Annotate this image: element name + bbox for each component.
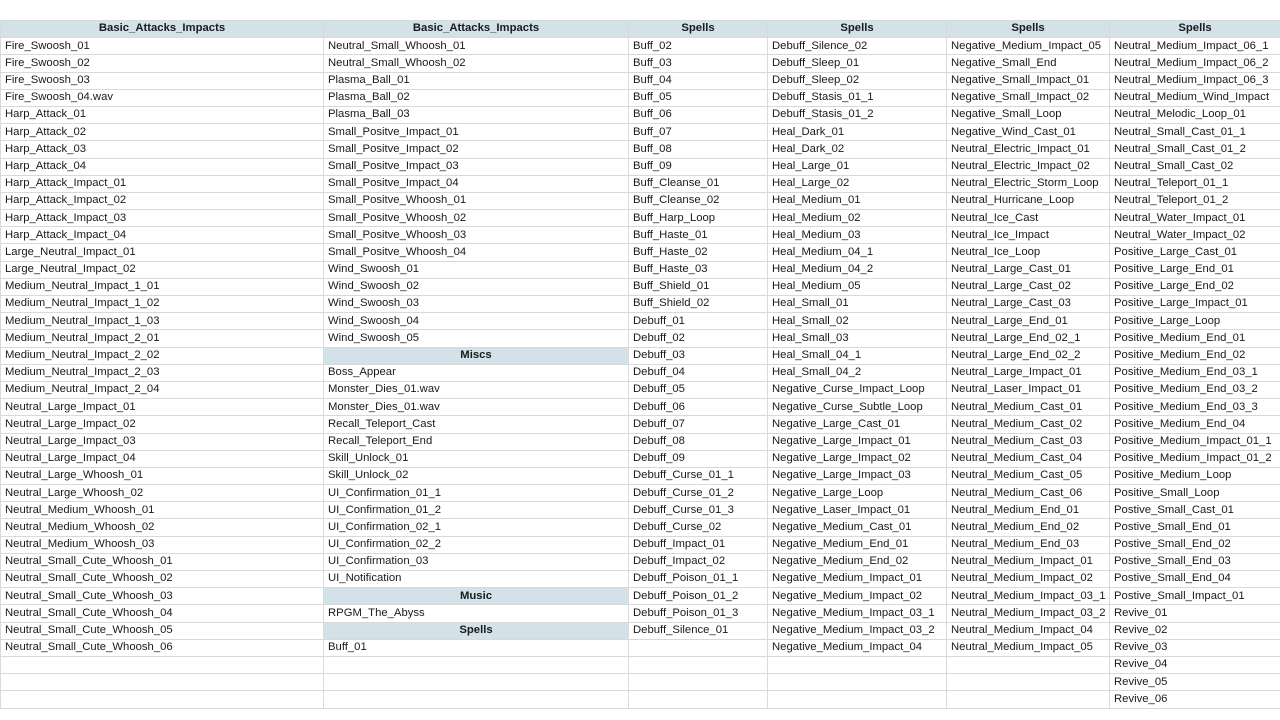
table-cell[interactable]: Neutral_Large_Cast_03 bbox=[947, 296, 1110, 313]
table-cell[interactable]: Negative_Large_Cast_01 bbox=[768, 416, 947, 433]
table-cell[interactable]: Negative_Medium_Cast_01 bbox=[768, 519, 947, 536]
table-row bbox=[1, 416, 1280, 433]
table-cell[interactable]: Debuff_Stasis_01_2 bbox=[768, 106, 947, 123]
table-cell[interactable]: Neutral_Medium_Whoosh_01 bbox=[1, 502, 324, 519]
table-cell[interactable]: Medium_Neutral_Impact_1_03 bbox=[1, 313, 324, 330]
table-cell[interactable]: Negative_Medium_End_02 bbox=[768, 553, 947, 570]
table-row bbox=[1, 674, 1280, 691]
table-cell[interactable]: Buff_02 bbox=[629, 38, 768, 55]
table-cell[interactable]: Debuff_03 bbox=[629, 347, 768, 364]
table-cell[interactable]: Positive_Small_Loop bbox=[1110, 485, 1280, 502]
table-cell[interactable]: Large_Neutral_Impact_01 bbox=[1, 244, 324, 261]
table-cell[interactable]: Medium_Neutral_Impact_1_01 bbox=[1, 278, 324, 295]
table-cell[interactable]: Neutral_Medium_Impact_06_2 bbox=[1110, 55, 1280, 72]
table-cell[interactable]: Neutral_Medium_Impact_05 bbox=[947, 639, 1110, 656]
table-row bbox=[1, 347, 1280, 364]
table-cell[interactable]: Postive_Small_Cast_01 bbox=[1110, 502, 1280, 519]
table-cell[interactable]: Negative_Medium_Impact_03_2 bbox=[768, 622, 947, 639]
table-cell[interactable]: Small_Positve_Whoosh_04 bbox=[324, 244, 629, 261]
table-cell[interactable]: Neutral_Medium_End_02 bbox=[947, 519, 1110, 536]
table-cell[interactable]: Neutral_Medium_Impact_03_2 bbox=[947, 605, 1110, 622]
table-cell[interactable] bbox=[1, 691, 324, 708]
table-cell[interactable]: Revive_04 bbox=[1110, 656, 1280, 673]
table-cell[interactable]: Buff_01 bbox=[324, 639, 629, 656]
table-cell[interactable]: Negative_Medium_End_01 bbox=[768, 536, 947, 553]
table-cell[interactable]: Neutral_Medium_Impact_01 bbox=[947, 553, 1110, 570]
table-cell[interactable]: Skill_Unlock_01 bbox=[324, 450, 629, 467]
table-row bbox=[1, 502, 1280, 519]
table-cell[interactable]: Harp_Attack_Impact_01 bbox=[1, 175, 324, 192]
table-row bbox=[1, 588, 1280, 605]
table-cell[interactable]: Neutral_Medium_Cast_05 bbox=[947, 467, 1110, 484]
table-row bbox=[1, 364, 1280, 381]
table-cell[interactable]: Revive_01 bbox=[1110, 605, 1280, 622]
table-cell[interactable] bbox=[324, 674, 629, 691]
table-cell[interactable]: Neutral_Medium_Impact_04 bbox=[947, 622, 1110, 639]
spreadsheet bbox=[0, 20, 1280, 720]
table-row bbox=[1, 38, 1280, 55]
column-header[interactable]: Basic_Attacks_Impacts bbox=[1, 21, 324, 38]
table-row bbox=[1, 571, 1280, 588]
table-cell[interactable] bbox=[768, 674, 947, 691]
table-row bbox=[1, 450, 1280, 467]
table-cell[interactable]: Negative_Large_Impact_01 bbox=[768, 433, 947, 450]
table-cell[interactable]: Neutral_Large_End_01 bbox=[947, 313, 1110, 330]
table-cell[interactable]: Neutral_Medium_Whoosh_02 bbox=[1, 519, 324, 536]
table-cell[interactable]: Negative_Curse_Subtle_Loop bbox=[768, 399, 947, 416]
table-cell[interactable]: Debuff_Curse_02 bbox=[629, 519, 768, 536]
table-cell[interactable]: Neutral_Medium_Impact_06_3 bbox=[1110, 72, 1280, 89]
table-cell[interactable]: Positive_Medium_Loop bbox=[1110, 467, 1280, 484]
table-cell[interactable] bbox=[324, 691, 629, 708]
table-cell[interactable]: Recall_Teleport_End bbox=[324, 433, 629, 450]
table-cell[interactable]: Harp_Attack_02 bbox=[1, 124, 324, 141]
table-row bbox=[1, 313, 1280, 330]
column-header[interactable]: Basic_Attacks_Impacts bbox=[324, 21, 629, 38]
table-cell[interactable]: Buff_08 bbox=[629, 141, 768, 158]
table-cell[interactable]: Wind_Swoosh_05 bbox=[324, 330, 629, 347]
table-cell[interactable]: Neutral_Large_Whoosh_01 bbox=[1, 467, 324, 484]
table-row bbox=[1, 622, 1280, 639]
table-cell[interactable]: Negative_Medium_Impact_04 bbox=[768, 639, 947, 656]
sheet-top-strip bbox=[0, 0, 1280, 20]
table-cell[interactable]: Harp_Attack_03 bbox=[1, 141, 324, 158]
table-cell[interactable]: Buff_04 bbox=[629, 72, 768, 89]
table-cell[interactable]: Postive_Small_Impact_01 bbox=[1110, 588, 1280, 605]
table-cell[interactable]: UI_Confirmation_01_2 bbox=[324, 502, 629, 519]
table-cell[interactable]: Neutral_Small_Cast_01_1 bbox=[1110, 124, 1280, 141]
table-cell[interactable]: Buff_03 bbox=[629, 55, 768, 72]
table-row bbox=[1, 433, 1280, 450]
table-cell[interactable]: Medium_Neutral_Impact_2_01 bbox=[1, 330, 324, 347]
table-cell[interactable]: Neutral_Small_Whoosh_02 bbox=[324, 55, 629, 72]
table-cell[interactable]: Neutral_Small_Cute_Whoosh_04 bbox=[1, 605, 324, 622]
table-cell[interactable]: Buff_Shield_01 bbox=[629, 278, 768, 295]
header-row bbox=[1, 21, 1280, 38]
table-cell[interactable]: Positive_Large_Cast_01 bbox=[1110, 244, 1280, 261]
table-cell[interactable]: Debuff_07 bbox=[629, 416, 768, 433]
table-cell[interactable]: Neutral_Water_Impact_02 bbox=[1110, 227, 1280, 244]
table-cell[interactable] bbox=[1, 674, 324, 691]
table-cell[interactable] bbox=[1, 656, 324, 673]
table-cell[interactable]: Neutral_Ice_Impact bbox=[947, 227, 1110, 244]
table-cell[interactable]: Plasma_Ball_03 bbox=[324, 106, 629, 123]
table-cell[interactable]: Neutral_Medium_Impact_03_1 bbox=[947, 588, 1110, 605]
table-cell[interactable]: Buff_Haste_02 bbox=[629, 244, 768, 261]
table-cell[interactable]: Heal_Small_04_1 bbox=[768, 347, 947, 364]
table-cell[interactable]: Positive_Medium_End_02 bbox=[1110, 347, 1280, 364]
table-cell[interactable]: Small_Positve_Whoosh_01 bbox=[324, 192, 629, 209]
table-cell[interactable]: Neutral_Water_Impact_01 bbox=[1110, 210, 1280, 227]
table-cell[interactable]: Heal_Medium_04_2 bbox=[768, 261, 947, 278]
table-cell[interactable]: Buff_Harp_Loop bbox=[629, 210, 768, 227]
table-cell[interactable]: Postive_Small_End_02 bbox=[1110, 536, 1280, 553]
table-cell[interactable]: Neutral_Ice_Loop bbox=[947, 244, 1110, 261]
table-cell[interactable]: Neutral_Small_Cute_Whoosh_03 bbox=[1, 588, 324, 605]
table-cell[interactable]: Neutral_Medium_End_03 bbox=[947, 536, 1110, 553]
table-cell[interactable]: UI_Notification bbox=[324, 571, 629, 588]
table-cell[interactable]: Positive_Large_End_01 bbox=[1110, 261, 1280, 278]
table-cell[interactable]: Neutral_Large_Impact_04 bbox=[1, 450, 324, 467]
table-cell[interactable]: Heal_Small_04_2 bbox=[768, 364, 947, 381]
table-cell[interactable]: Buff_Shield_02 bbox=[629, 296, 768, 313]
table-cell[interactable]: Buff_Haste_01 bbox=[629, 227, 768, 244]
table-cell[interactable]: Heal_Medium_05 bbox=[768, 278, 947, 295]
table-cell[interactable]: Positive_Medium_End_03_2 bbox=[1110, 381, 1280, 398]
table-cell[interactable]: Wind_Swoosh_01 bbox=[324, 261, 629, 278]
table-cell[interactable] bbox=[629, 674, 768, 691]
table-cell[interactable]: Harp_Attack_Impact_02 bbox=[1, 192, 324, 209]
table-cell[interactable]: Medium_Neutral_Impact_2_02 bbox=[1, 347, 324, 364]
table-cell[interactable]: Debuff_Stasis_01_1 bbox=[768, 89, 947, 106]
table-cell[interactable]: Neutral_Small_Cast_01_2 bbox=[1110, 141, 1280, 158]
column-header[interactable]: Spells bbox=[1110, 21, 1280, 38]
table-cell[interactable]: Positive_Large_Impact_01 bbox=[1110, 296, 1280, 313]
table-cell[interactable] bbox=[629, 656, 768, 673]
table-cell[interactable]: Large_Neutral_Impact_02 bbox=[1, 261, 324, 278]
table-cell[interactable]: Negative_Small_Loop bbox=[947, 106, 1110, 123]
table-row bbox=[1, 124, 1280, 141]
table-cell[interactable]: Boss_Appear bbox=[324, 364, 629, 381]
table-cell[interactable]: Harp_Attack_04 bbox=[1, 158, 324, 175]
table-cell[interactable] bbox=[324, 656, 629, 673]
table-cell[interactable]: Buff_07 bbox=[629, 124, 768, 141]
table-row bbox=[1, 381, 1280, 398]
table-cell[interactable]: Small_Positve_Whoosh_02 bbox=[324, 210, 629, 227]
table-cell[interactable]: Negative_Small_End bbox=[947, 55, 1110, 72]
table-cell[interactable]: Monster_Dies_01.wav bbox=[324, 381, 629, 398]
table-cell[interactable]: Plasma_Ball_01 bbox=[324, 72, 629, 89]
table-row bbox=[1, 296, 1280, 313]
table-cell[interactable]: Skill_Unlock_02 bbox=[324, 467, 629, 484]
table-cell[interactable]: Debuff_Impact_02 bbox=[629, 553, 768, 570]
table-cell[interactable]: Neutral_Electric_Impact_01 bbox=[947, 141, 1110, 158]
table-cell[interactable]: Postive_Small_End_03 bbox=[1110, 553, 1280, 570]
table-cell[interactable]: Positive_Medium_Impact_01_2 bbox=[1110, 450, 1280, 467]
table-cell[interactable]: Heal_Large_01 bbox=[768, 158, 947, 175]
table-cell[interactable]: Debuff_Poison_01_1 bbox=[629, 571, 768, 588]
table-row bbox=[1, 656, 1280, 673]
table-cell[interactable]: Neutral_Small_Cast_02 bbox=[1110, 158, 1280, 175]
table-row bbox=[1, 639, 1280, 656]
table-cell[interactable]: Heal_Dark_02 bbox=[768, 141, 947, 158]
section-header-cell[interactable]: Miscs bbox=[324, 347, 629, 364]
table-cell[interactable]: Heal_Medium_04_1 bbox=[768, 244, 947, 261]
table-row bbox=[1, 55, 1280, 72]
table-cell[interactable]: Postive_Small_End_04 bbox=[1110, 571, 1280, 588]
table-cell[interactable]: Neutral_Electric_Impact_02 bbox=[947, 158, 1110, 175]
table-cell[interactable]: Neutral_Large_Impact_03 bbox=[1, 433, 324, 450]
section-header-cell[interactable]: Music bbox=[324, 588, 629, 605]
table-cell[interactable]: Neutral_Large_Impact_02 bbox=[1, 416, 324, 433]
table-cell[interactable]: Negative_Medium_Impact_01 bbox=[768, 571, 947, 588]
table-cell[interactable]: Fire_Swoosh_01 bbox=[1, 38, 324, 55]
table-cell[interactable]: Debuff_Impact_01 bbox=[629, 536, 768, 553]
table-cell[interactable]: Debuff_Curse_01_2 bbox=[629, 485, 768, 502]
table-cell[interactable]: Medium_Neutral_Impact_2_04 bbox=[1, 381, 324, 398]
table-cell[interactable]: Debuff_Silence_02 bbox=[768, 38, 947, 55]
table-row bbox=[1, 261, 1280, 278]
table-cell[interactable]: Neutral_Melodic_Loop_01 bbox=[1110, 106, 1280, 123]
table-cell[interactable]: RPGM_The_Abyss bbox=[324, 605, 629, 622]
table-cell[interactable]: Heal_Small_01 bbox=[768, 296, 947, 313]
table-cell[interactable]: Neutral_Ice_Cast bbox=[947, 210, 1110, 227]
table-cell[interactable]: Negative_Large_Impact_03 bbox=[768, 467, 947, 484]
table-row bbox=[1, 106, 1280, 123]
table-row bbox=[1, 553, 1280, 570]
table-cell[interactable]: Positive_Large_Loop bbox=[1110, 313, 1280, 330]
table-cell[interactable]: Negative_Laser_Impact_01 bbox=[768, 502, 947, 519]
table-cell[interactable]: Negative_Medium_Impact_03_1 bbox=[768, 605, 947, 622]
table-cell[interactable]: Positive_Medium_Impact_01_1 bbox=[1110, 433, 1280, 450]
table-cell[interactable]: Harp_Attack_01 bbox=[1, 106, 324, 123]
table-row bbox=[1, 141, 1280, 158]
table-cell[interactable]: Medium_Neutral_Impact_1_02 bbox=[1, 296, 324, 313]
table-cell[interactable]: Neutral_Medium_Impact_02 bbox=[947, 571, 1110, 588]
table-cell[interactable]: Negative_Wind_Cast_01 bbox=[947, 124, 1110, 141]
table-row bbox=[1, 244, 1280, 261]
table-cell[interactable]: Heal_Medium_01 bbox=[768, 192, 947, 209]
table-cell[interactable]: Positive_Medium_End_01 bbox=[1110, 330, 1280, 347]
table-cell[interactable]: Revive_05 bbox=[1110, 674, 1280, 691]
table-cell[interactable]: Negative_Small_Impact_02 bbox=[947, 89, 1110, 106]
table-cell[interactable]: Debuff_04 bbox=[629, 364, 768, 381]
table-cell[interactable]: Neutral_Teleport_01_1 bbox=[1110, 175, 1280, 192]
table-cell[interactable]: Heal_Medium_03 bbox=[768, 227, 947, 244]
table-cell[interactable]: Debuff_Sleep_02 bbox=[768, 72, 947, 89]
table-cell[interactable]: Neutral_Large_Whoosh_02 bbox=[1, 485, 324, 502]
table-cell[interactable]: Positive_Medium_End_03_1 bbox=[1110, 364, 1280, 381]
table-cell[interactable] bbox=[768, 656, 947, 673]
table-cell[interactable]: Fire_Swoosh_04.wav bbox=[1, 89, 324, 106]
table-cell[interactable]: Positive_Medium_End_03_3 bbox=[1110, 399, 1280, 416]
table-cell[interactable]: Neutral_Medium_Cast_02 bbox=[947, 416, 1110, 433]
table-cell[interactable]: Plasma_Ball_02 bbox=[324, 89, 629, 106]
table-cell[interactable]: Neutral_Medium_Wind_Impact bbox=[1110, 89, 1280, 106]
table-cell[interactable]: Buff_Cleanse_01 bbox=[629, 175, 768, 192]
table-cell[interactable]: Fire_Swoosh_02 bbox=[1, 55, 324, 72]
table-row bbox=[1, 210, 1280, 227]
table-cell[interactable]: Neutral_Small_Whoosh_01 bbox=[324, 38, 629, 55]
table-cell[interactable]: Negative_Curse_Impact_Loop bbox=[768, 381, 947, 398]
table-cell[interactable]: Debuff_Curse_01_1 bbox=[629, 467, 768, 484]
table-cell[interactable]: Buff_Haste_03 bbox=[629, 261, 768, 278]
table-cell[interactable]: Positive_Medium_End_04 bbox=[1110, 416, 1280, 433]
table-row bbox=[1, 330, 1280, 347]
table-cell[interactable] bbox=[768, 691, 947, 708]
table-cell[interactable]: Buff_09 bbox=[629, 158, 768, 175]
table-cell[interactable]: Neutral_Large_End_02_2 bbox=[947, 347, 1110, 364]
table-cell[interactable]: UI_Confirmation_02_2 bbox=[324, 536, 629, 553]
table-cell[interactable]: Neutral_Medium_End_01 bbox=[947, 502, 1110, 519]
table-cell[interactable]: Negative_Medium_Impact_02 bbox=[768, 588, 947, 605]
table-cell[interactable]: Neutral_Small_Cute_Whoosh_06 bbox=[1, 639, 324, 656]
table-cell[interactable]: Neutral_Large_Impact_01 bbox=[1, 399, 324, 416]
table-cell[interactable]: Debuff_Poison_01_2 bbox=[629, 588, 768, 605]
table-cell[interactable]: Harp_Attack_Impact_04 bbox=[1, 227, 324, 244]
table-cell[interactable] bbox=[947, 656, 1110, 673]
table-row bbox=[1, 467, 1280, 484]
column-header[interactable]: Spells bbox=[629, 21, 768, 38]
table-row bbox=[1, 192, 1280, 209]
table-cell[interactable]: Heal_Small_03 bbox=[768, 330, 947, 347]
table-cell[interactable]: Small_Positve_Impact_04 bbox=[324, 175, 629, 192]
table-cell[interactable]: Neutral_Hurricane_Loop bbox=[947, 192, 1110, 209]
table-cell[interactable]: Neutral_Small_Cute_Whoosh_01 bbox=[1, 553, 324, 570]
table-cell[interactable]: Medium_Neutral_Impact_2_03 bbox=[1, 364, 324, 381]
table-row bbox=[1, 278, 1280, 295]
table-cell[interactable]: Neutral_Small_Cute_Whoosh_02 bbox=[1, 571, 324, 588]
table-cell[interactable]: Small_Positve_Impact_03 bbox=[324, 158, 629, 175]
table-cell[interactable]: UI_Confirmation_01_1 bbox=[324, 485, 629, 502]
table-cell[interactable]: Positive_Large_End_02 bbox=[1110, 278, 1280, 295]
table-cell[interactable] bbox=[947, 674, 1110, 691]
table-cell[interactable]: Negative_Small_Impact_01 bbox=[947, 72, 1110, 89]
table-cell[interactable]: Fire_Swoosh_03 bbox=[1, 72, 324, 89]
table-cell[interactable]: Buff_05 bbox=[629, 89, 768, 106]
table-row bbox=[1, 158, 1280, 175]
table-cell[interactable]: Wind_Swoosh_04 bbox=[324, 313, 629, 330]
table-cell[interactable]: Neutral_Large_Cast_01 bbox=[947, 261, 1110, 278]
table-row bbox=[1, 485, 1280, 502]
table-cell[interactable]: Heal_Medium_02 bbox=[768, 210, 947, 227]
table-cell[interactable]: Debuff_08 bbox=[629, 433, 768, 450]
table-cell[interactable]: Neutral_Electric_Storm_Loop bbox=[947, 175, 1110, 192]
table-cell[interactable]: Wind_Swoosh_02 bbox=[324, 278, 629, 295]
table-cell[interactable]: Postive_Small_End_01 bbox=[1110, 519, 1280, 536]
table-cell[interactable]: Debuff_05 bbox=[629, 381, 768, 398]
table-row bbox=[1, 691, 1280, 708]
table-cell[interactable]: Monster_Dies_01.wav bbox=[324, 399, 629, 416]
table-row bbox=[1, 399, 1280, 416]
table-cell[interactable]: Neutral_Teleport_01_2 bbox=[1110, 192, 1280, 209]
table-cell[interactable]: Neutral_Large_End_02_1 bbox=[947, 330, 1110, 347]
table-row bbox=[1, 175, 1280, 192]
table-cell[interactable]: Revive_06 bbox=[1110, 691, 1280, 708]
table-cell[interactable]: Neutral_Large_Impact_01 bbox=[947, 364, 1110, 381]
table-cell[interactable]: Neutral_Medium_Whoosh_03 bbox=[1, 536, 324, 553]
table-cell[interactable]: Buff_06 bbox=[629, 106, 768, 123]
section-header-cell[interactable]: Spells bbox=[324, 622, 629, 639]
table-cell[interactable]: UI_Confirmation_03 bbox=[324, 553, 629, 570]
grid-body bbox=[1, 38, 1280, 708]
table-cell[interactable]: Neutral_Medium_Cast_01 bbox=[947, 399, 1110, 416]
table-cell[interactable]: Debuff_01 bbox=[629, 313, 768, 330]
table-cell[interactable]: Debuff_Curse_01_3 bbox=[629, 502, 768, 519]
column-header[interactable]: Spells bbox=[947, 21, 1110, 38]
table-cell[interactable]: Small_Positve_Impact_01 bbox=[324, 124, 629, 141]
table-cell[interactable]: Debuff_02 bbox=[629, 330, 768, 347]
table-cell[interactable]: Neutral_Medium_Impact_06_1 bbox=[1110, 38, 1280, 55]
spreadsheet-grid bbox=[0, 20, 1280, 709]
table-cell[interactable]: Neutral_Large_Cast_02 bbox=[947, 278, 1110, 295]
table-cell[interactable]: Negative_Large_Loop bbox=[768, 485, 947, 502]
table-cell[interactable]: Debuff_Poison_01_3 bbox=[629, 605, 768, 622]
table-cell[interactable]: Small_Positve_Impact_02 bbox=[324, 141, 629, 158]
table-cell[interactable]: Buff_Cleanse_02 bbox=[629, 192, 768, 209]
table-cell[interactable]: Heal_Small_02 bbox=[768, 313, 947, 330]
table-cell[interactable]: Neutral_Medium_Cast_03 bbox=[947, 433, 1110, 450]
table-cell[interactable]: UI_Confirmation_02_1 bbox=[324, 519, 629, 536]
table-cell[interactable]: Debuff_06 bbox=[629, 399, 768, 416]
table-cell[interactable]: Wind_Swoosh_03 bbox=[324, 296, 629, 313]
table-cell[interactable]: Negative_Large_Impact_02 bbox=[768, 450, 947, 467]
table-cell[interactable]: Heal_Large_02 bbox=[768, 175, 947, 192]
table-row bbox=[1, 227, 1280, 244]
table-row bbox=[1, 89, 1280, 106]
table-cell[interactable]: Neutral_Medium_Cast_04 bbox=[947, 450, 1110, 467]
table-row bbox=[1, 536, 1280, 553]
table-row bbox=[1, 72, 1280, 89]
table-cell[interactable] bbox=[947, 691, 1110, 708]
table-cell[interactable]: Neutral_Medium_Cast_06 bbox=[947, 485, 1110, 502]
table-cell[interactable]: Harp_Attack_Impact_03 bbox=[1, 210, 324, 227]
table-cell[interactable] bbox=[629, 691, 768, 708]
table-cell[interactable]: Small_Positve_Whoosh_03 bbox=[324, 227, 629, 244]
table-cell[interactable]: Debuff_Sleep_01 bbox=[768, 55, 947, 72]
table-cell[interactable]: Neutral_Small_Cute_Whoosh_05 bbox=[1, 622, 324, 639]
table-cell[interactable]: Neutral_Laser_Impact_01 bbox=[947, 381, 1110, 398]
column-header[interactable]: Spells bbox=[768, 21, 947, 38]
table-cell[interactable]: Negative_Medium_Impact_05 bbox=[947, 38, 1110, 55]
table-cell[interactable]: Heal_Dark_01 bbox=[768, 124, 947, 141]
table-cell[interactable]: Recall_Teleport_Cast bbox=[324, 416, 629, 433]
table-row bbox=[1, 519, 1280, 536]
table-cell[interactable] bbox=[629, 639, 768, 656]
table-cell[interactable]: Revive_02 bbox=[1110, 622, 1280, 639]
table-row bbox=[1, 605, 1280, 622]
table-cell[interactable]: Revive_03 bbox=[1110, 639, 1280, 656]
table-cell[interactable]: Debuff_09 bbox=[629, 450, 768, 467]
table-cell[interactable]: Debuff_Silence_01 bbox=[629, 622, 768, 639]
